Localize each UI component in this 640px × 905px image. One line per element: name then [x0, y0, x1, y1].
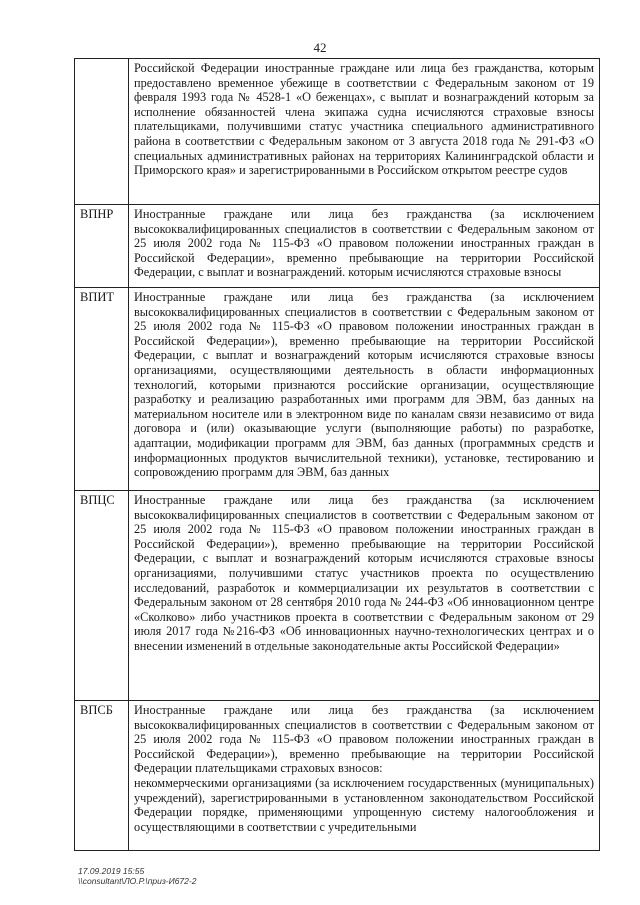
description-cell	[129, 288, 600, 491]
footer-date: 17.09.2019 15:55	[78, 866, 145, 876]
description-text: Российской Федерации иностранные граждане или лица без гражданства, которым предоставлено временное убежище в соответствии с Федеральным законом от 19 февраля 1993 года № 4528-1 «О беженцах», с выплат и вознаграждений которым за исполнение обязанностей члена экипажа судна исчисляются страховые взносы плательщиками, получившими статус участника специального административного района в соответствии с Федеральным законом от 3 августа 2018 года № 291-ФЗ «О специальных административных районах на территориях Калининградской области и Приморского края» и зарегистрированными в Российском открытом реестре судов	[134, 61, 594, 178]
description-text-continued: некоммерческими организациями (за исключением государственных (муниципальных) учреждений), зарегистрированными в установленном законодательством Российской Федерации порядке, применяющими упрощенную систему налогообложения и осуществляющими в соответствии с учредительными	[134, 775, 594, 834]
description-cell	[129, 491, 600, 701]
description-cell	[129, 701, 600, 851]
description-cell	[129, 205, 600, 288]
table-row	[75, 288, 600, 491]
table-row	[75, 491, 600, 701]
codes-table	[74, 58, 600, 851]
table-row	[75, 59, 600, 205]
footer-stamp	[78, 866, 196, 886]
description-cell	[129, 59, 600, 205]
footer-path: \\consultant\ЛО.Р.\приз-И672-2	[78, 876, 197, 886]
description-text: Иностранные граждане или лица без гражданства (за исключением высококвалифицированных специалистов в соответствии с Федеральным законом от 25 июля 2002 года № 115-ФЗ «О правовом положении иностранных граждан в Российской Федерации»), временно пребывающие на территории Российской Федерации плательщиками страховых взносов:	[134, 703, 594, 776]
code-cell: ВПИТ	[75, 288, 129, 491]
code-cell: ВПЦС	[75, 491, 129, 701]
code-cell	[75, 59, 129, 205]
code-cell: ВПСБ	[75, 701, 129, 851]
description-text: Иностранные граждане или лица без гражданства (за исключением высококвалифицированных специалистов в соответствии с Федеральным законом от 25 июля 2002 года № 115-ФЗ «О правовом положении иностранных граждан в Российской Федерации», временно пребывающие на территории Российской Федерации, с выплат и вознаграждений. которым исчисляются страховые взносы	[134, 207, 594, 280]
code-cell: ВПНР	[75, 205, 129, 288]
page-number: 42	[313, 40, 327, 55]
table-row	[75, 205, 600, 288]
description-text: Иностранные граждане или лица без гражданства (за исключением высококвалифицированных специалистов в соответствии с Федеральным законом от 25 июля 2002 года № 115-ФЗ «О правовом положении иностранных граждан в Российской Федерации»), временно пребывающие на территории Российской Федерации, с выплат и вознаграждений которым исчисляются страховые взносы организациями, получившими статус участников проекта по осуществлению исследований, разработок и коммерциализации их результатов в соответствии с Федеральным законом от 28 сентября 2010 года № 244-ФЗ «Об инновационном центре «Сколково» либо участников проекта в соответствии с Федеральным законом от 29 июля 2017 года №216-ФЗ «Об инновационных научно-технологических центрах и о внесении изменений в отдельные законодательные акты Российской Федерации»	[134, 493, 594, 653]
description-text: Иностранные граждане или лица без гражданства (за исключением высококвалифицированных специалистов в соответствии с Федеральным законом от 25 июля 2002 года № 115-ФЗ «О правовом положении иностранных граждан в Российской Федерации»), временно пребывающие на территории Российской Федерации, с выплат и вознаграждений которым исчисляются страховые взносы организациями, осуществляющими деятельность в области информационных технологий, которыми признаются российские организации, осуществляющие разработку и реализацию разработанных ими программ для ЭВМ, баз данных на материальном носителе или в электронном виде по каналам связи независимо от вида договора и (или) оказывающие услуги (выполняющие работы) по разработке, адаптации, модификации программ для ЭВМ, баз данных (программных средств и информационных продуктов вычислительной техники), установке, тестированию и сопровождению программ для ЭВМ, баз данных	[134, 290, 594, 480]
table-row	[75, 701, 600, 851]
